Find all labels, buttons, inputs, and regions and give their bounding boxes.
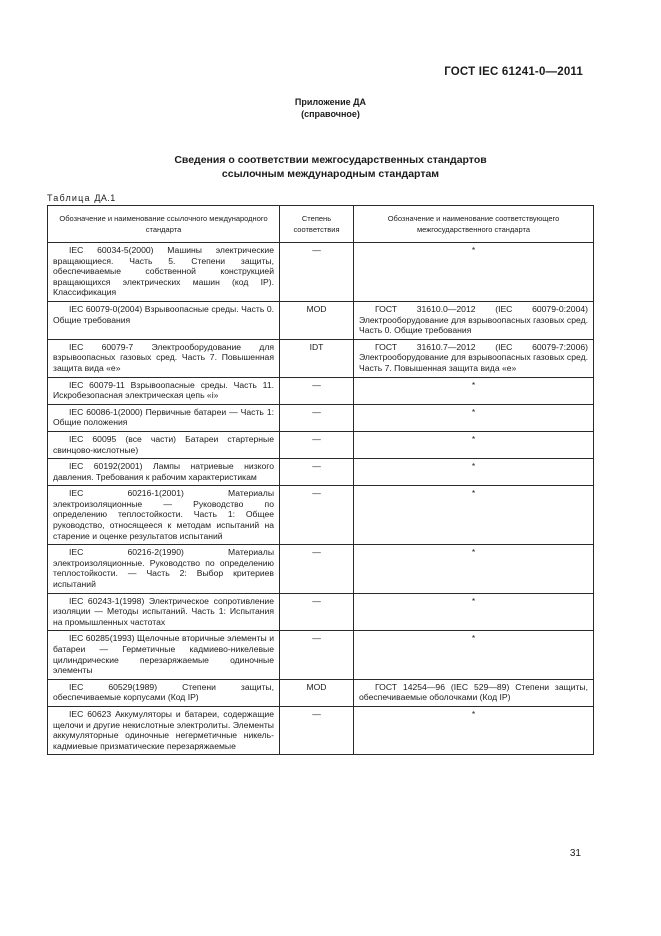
corresponding-cell: * <box>354 377 594 404</box>
table-caption-word: Таблица <box>47 193 91 203</box>
header-corresponding-standard: Обозначение и наименование соответствующего межгосударственного стандарта <box>354 206 594 243</box>
corresponding-cell: * <box>354 593 594 631</box>
degree-cell: — <box>280 243 354 302</box>
appendix-title: Приложение ДА <box>294 97 367 107</box>
reference-cell: IEC 60034-5(2000) Машины электрические вращающиеся. Часть 5. Степени защиты, обеспечиваемые собственной конструкцией вращающихся электрических машин (код IP). Классификация <box>48 243 280 302</box>
corresponding-cell: * <box>354 459 594 486</box>
table-row <box>48 339 594 377</box>
table-caption <box>47 193 116 203</box>
corresponding-cell: * <box>354 545 594 593</box>
corresponding-cell: * <box>354 431 594 458</box>
reference-cell: IEC 60079-7 Электрооборудование для взрывоопасных газовых сред. Часть 7. Повышенная защита вида «е» <box>48 339 280 377</box>
degree-cell: — <box>280 459 354 486</box>
corresponding-cell: ГОСТ 31610.7—2012 (IEC 60079-7:2006) Электрооборудование для взрывоопасных газовых сред. Часть 7. Повышенная защита вида «е» <box>354 339 594 377</box>
degree-cell: — <box>280 377 354 404</box>
degree-cell: — <box>280 593 354 631</box>
table-row <box>48 545 594 593</box>
table-row <box>48 243 594 302</box>
reference-cell: IEC 60285(1993) Щелочные вторичные элементы и батареи — Герметичные кадмиево-никелевые цилиндрические перезаряжаемые одиночные элементы <box>48 631 280 679</box>
degree-cell: MOD <box>280 301 354 339</box>
degree-cell: — <box>280 631 354 679</box>
degree-cell: MOD <box>280 679 354 706</box>
table-row <box>48 593 594 631</box>
page-number: 31 <box>569 848 581 859</box>
reference-cell: IEC 60095 (все части) Батареи стартерные свинцово-кислотные) <box>48 431 280 458</box>
heading-line-2: ссылочным международным стандартам <box>221 168 440 180</box>
table-row <box>48 459 594 486</box>
corresponding-cell: * <box>354 404 594 431</box>
appendix-block <box>0 96 661 120</box>
standard-code: ГОСТ IEC 61241-0—2011 <box>444 66 583 78</box>
heading-line-1: Сведения о соответствии межгосударственных стандартов <box>174 154 487 166</box>
table-row <box>48 377 594 404</box>
degree-cell: IDT <box>280 339 354 377</box>
corresponding-cell: * <box>354 631 594 679</box>
corresponding-cell: * <box>354 486 594 545</box>
table-caption-number: ДА.1 <box>94 193 116 203</box>
reference-cell: IEC 60079-11 Взрывоопасные среды. Часть 11. Искробезопасная электрическая цепь «i» <box>48 377 280 404</box>
degree-cell: — <box>280 706 354 754</box>
degree-cell: — <box>280 545 354 593</box>
table-row <box>48 706 594 754</box>
reference-cell: IEC 60243-1(1998) Электрическое сопротивление изоляции — Методы испытаний. Часть 1: Испытания на промышленных частотах <box>48 593 280 631</box>
corresponding-cell: ГОСТ 31610.0—2012 (IEC 60079-0:2004) Электрооборудование для взрывоопасных газовых сред. Часть 0. Общие требования <box>354 301 594 339</box>
table-row <box>48 431 594 458</box>
table-header-row <box>48 206 594 243</box>
table-row <box>48 404 594 431</box>
header-reference-standard: Обозначение и наименование ссылочного международного стандарта <box>48 206 280 243</box>
table-row <box>48 631 594 679</box>
reference-cell: IEC 60216-1(2001) Материалы электроизоляционные — Руководство по определению теплостойкости. Часть 1: Общее руководство, относящееся к методам испытаний на старение и оценке результатов испытаний <box>48 486 280 545</box>
table-row <box>48 301 594 339</box>
degree-cell: — <box>280 431 354 458</box>
degree-cell: — <box>280 486 354 545</box>
corresponding-cell: * <box>354 706 594 754</box>
header-degree: Степень соответствия <box>280 206 354 243</box>
reference-cell: IEC 60086-1(2000) Первичные батареи — Часть 1: Общие положения <box>48 404 280 431</box>
reference-cell: IEC 60192(2001) Лампы натриевые низкого давления. Требования к рабочим характеристикам <box>48 459 280 486</box>
standards-table <box>47 205 594 755</box>
reference-cell: IEC 60216-2(1990) Материалы электроизоляционные. Руководство по определению теплостойкости. — Часть 2: Выбор критериев испытаний <box>48 545 280 593</box>
table-row <box>48 486 594 545</box>
reference-cell: IEC 60529(1989) Степени защиты, обеспечиваемые корпусами (Код IP) <box>48 679 280 706</box>
appendix-note: (справочное) <box>301 109 360 119</box>
page-heading <box>0 153 661 181</box>
corresponding-cell: * <box>354 243 594 302</box>
degree-cell: — <box>280 404 354 431</box>
corresponding-cell: ГОСТ 14254—96 (IEC 529—89) Степени защиты, обеспечиваемые оболочками (Код IP) <box>354 679 594 706</box>
reference-cell: IEC 60623 Аккумуляторы и батареи, содержащие щелочи и другие некислотные электролиты. Элементы аккумуляторные одиночные негерметичные никель-кадмиевые призматические перезаряжаемые <box>48 706 280 754</box>
reference-cell: IEC 60079-0(2004) Взрывоопасные среды. Часть 0. Общие требования <box>48 301 280 339</box>
table-row <box>48 679 594 706</box>
